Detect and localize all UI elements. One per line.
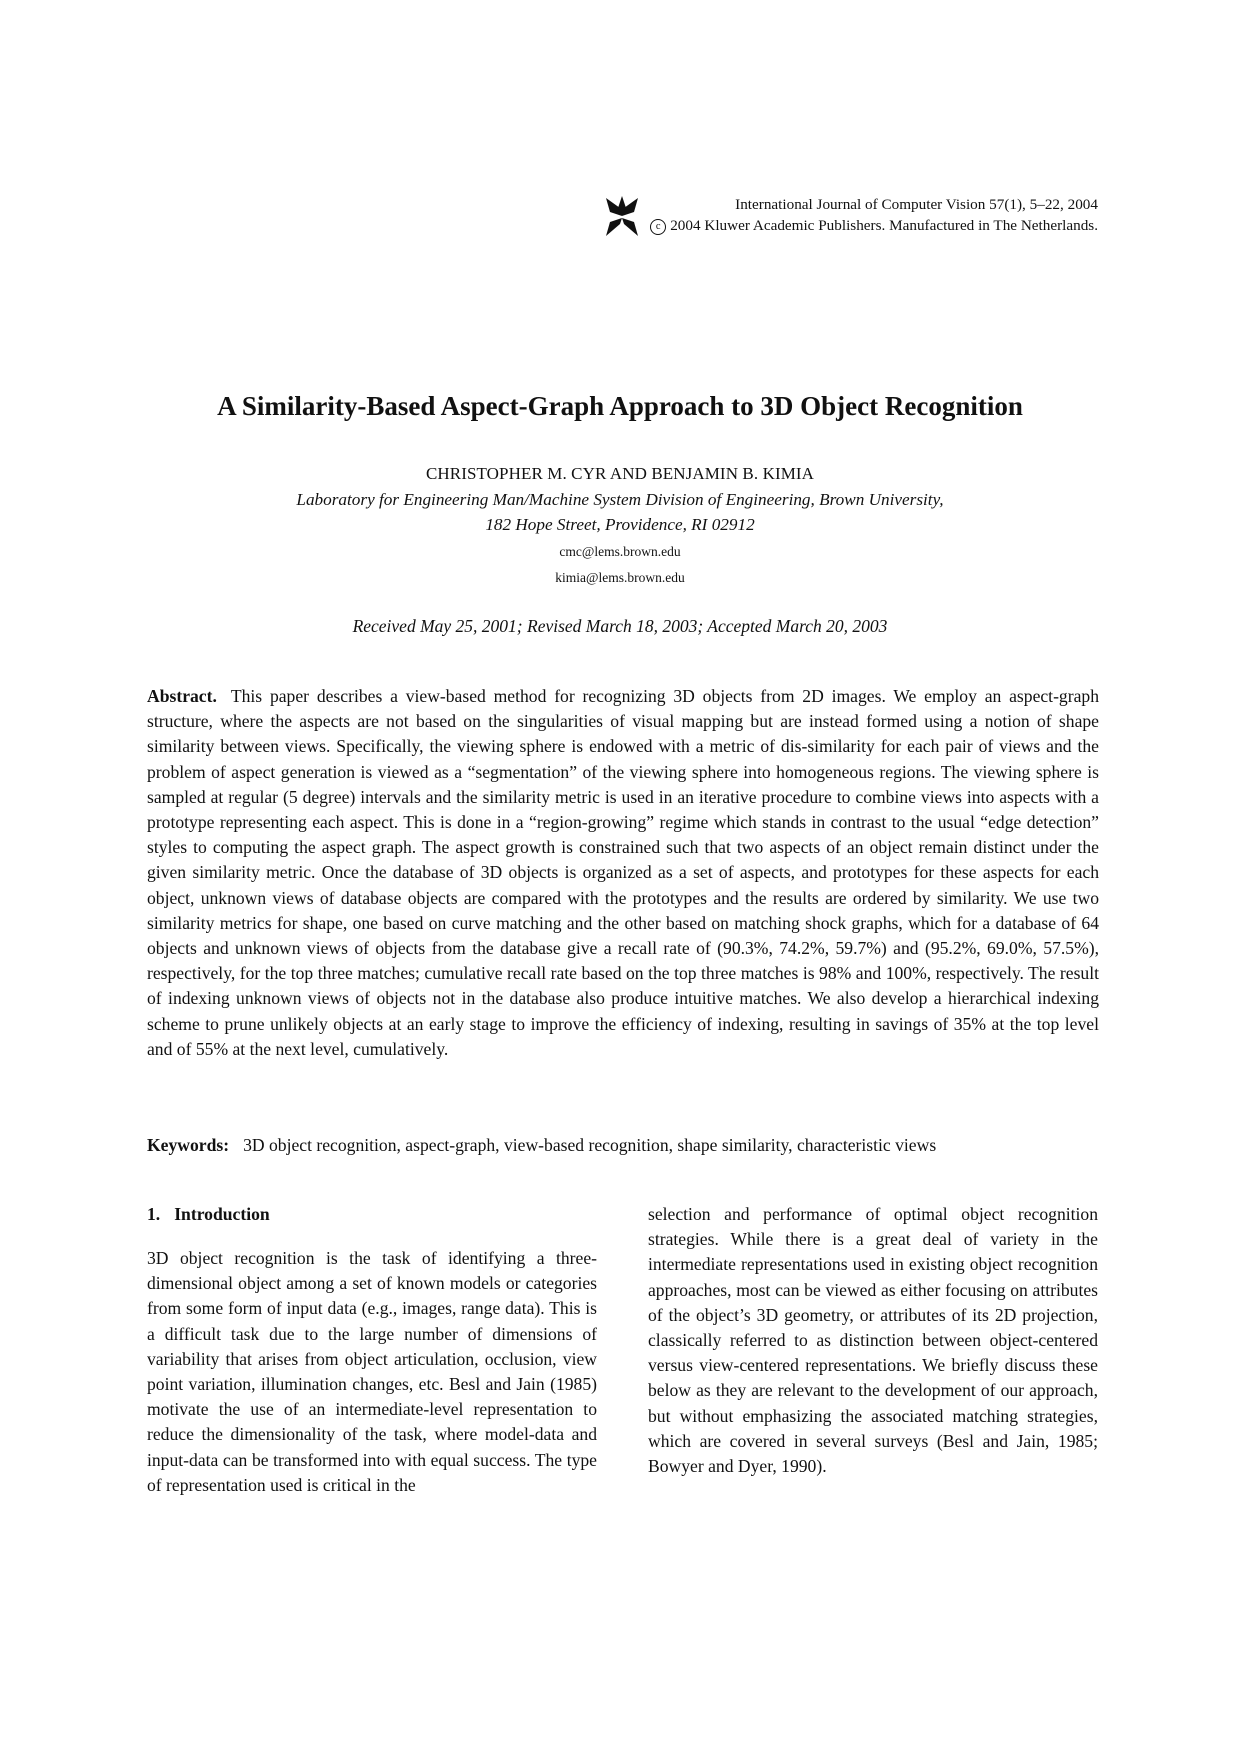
keywords-text: 3D object recognition, aspect-graph, view-based recognition, shape similarity, characteristic views <box>243 1135 937 1155</box>
journal-citation: International Journal of Computer Vision 57(1), 5–22, 2004 <box>735 196 1098 213</box>
journal-header <box>604 194 1098 240</box>
section-title: Introduction <box>174 1204 270 1224</box>
affiliation-line-1: Laboratory for Engineering Man/Machine System Division of Engineering, Brown University, <box>296 490 944 509</box>
abstract-text: This paper describes a view-based method for recognizing 3D objects from 2D images. We employ an aspect-graph structure, where the aspects are not based on the singularities of visual mapping but are instead formed using a notion of shape similarity between views. Specifically, the viewing sphere is endowed with a metric of dis-similarity for each pair of views and the problem of aspect generation is viewed as a “segmentation” of the viewing sphere into homogeneous regions. The viewing sphere is sampled at regular (5 degree) intervals and the similarity metric is used in an iterative procedure to combine views into aspects with a prototype representing each aspect. This is done in a “region-growing” regime which stands in contrast to the usual “edge detection” styles to computing the aspect graph. The aspect growth is constrained such that two aspects of an object remain distinct under the given similarity metric. Once the database of 3D objects is organized as a set of aspects, and prototypes for these aspects for each object, unknown views of database objects are compared with the prototypes and the results are ordered by similarity. We use two similarity metrics for shape, one based on curve matching and the other based on matching shock graphs, which for a database of 64 objects and unknown views of objects from the database give a recall rate of (90.3%, 74.2%, 59.7%) and (95.2%, 69.0%, 57.5%), respectively, for the top three matches; cumulative recall rate based on the top three matches is 98% and 100%, respectively. The result of indexing unknown views of objects not in the database also produce intuitive matches. We also develop a hierarchical indexing scheme to prune unlikely objects at an early stage to improve the efficiency of indexing, resulting in savings of 35% at the top level and of 55% at the next level, cumulatively. <box>147 686 1099 1059</box>
copyright-icon: c <box>650 219 666 235</box>
right-column <box>648 1202 1098 1479</box>
section-heading <box>147 1202 597 1227</box>
keywords <box>147 1133 1107 1158</box>
email-cyr: cmc@lems.brown.edu <box>559 544 681 559</box>
publisher-line <box>650 215 1098 236</box>
kluwer-logo-icon <box>604 194 640 240</box>
email-kimia: kimia@lems.brown.edu <box>555 570 685 585</box>
abstract <box>147 684 1099 1062</box>
left-column <box>147 1202 597 1498</box>
keywords-label: Keywords: <box>147 1135 230 1155</box>
authors: CHRISTOPHER M. CYR AND BENJAMIN B. KIMIA <box>425 464 815 483</box>
paper-title: A Similarity-Based Aspect-Graph Approach to 3D Object Recognition <box>217 391 1023 421</box>
abstract-label: Abstract. <box>147 686 217 706</box>
intro-paragraph-left: 3D object recognition is the task of identifying a three-dimensional object among a set of known models or categories from some form of input data (e.g., images, range data). This is a difficult task due to the large number of dimensions of variability that arises from object articulation, occlusion, view point variation, illumination changes, etc. Besl and Jain (1985) motivate the use of an intermediate-level representation to reduce the dimensionality of the task, where model-data and input-data can be transformed into with equal success. The type of representation used is critical in the <box>147 1248 597 1495</box>
intro-paragraph-right: selection and performance of optimal object recognition strategies. While there is a great deal of variety in the intermediate representations used in existing object recognition approaches, most can be viewed as either focusing on attributes of the object’s 3D geometry, or attributes of its 2D projection, classically referred to as distinction between object-centered versus view-centered representations. We briefly discuss these below as they are relevant to the development of our approach, but without emphasizing the associated matching strategies, which are covered in several surveys (Besl and Jain, 1985; Bowyer and Dyer, 1990). <box>648 1204 1098 1477</box>
affiliation-line-2: 182 Hope Street, Providence, RI 02912 <box>485 515 755 534</box>
received-dates: Received May 25, 2001; Revised March 18, 2003; Accepted March 20, 2003 <box>352 616 888 636</box>
affiliation <box>0 487 1240 537</box>
section-number: 1. <box>147 1204 161 1224</box>
publisher-text: 2004 Kluwer Academic Publishers. Manufactured in The Netherlands. <box>670 217 1098 234</box>
